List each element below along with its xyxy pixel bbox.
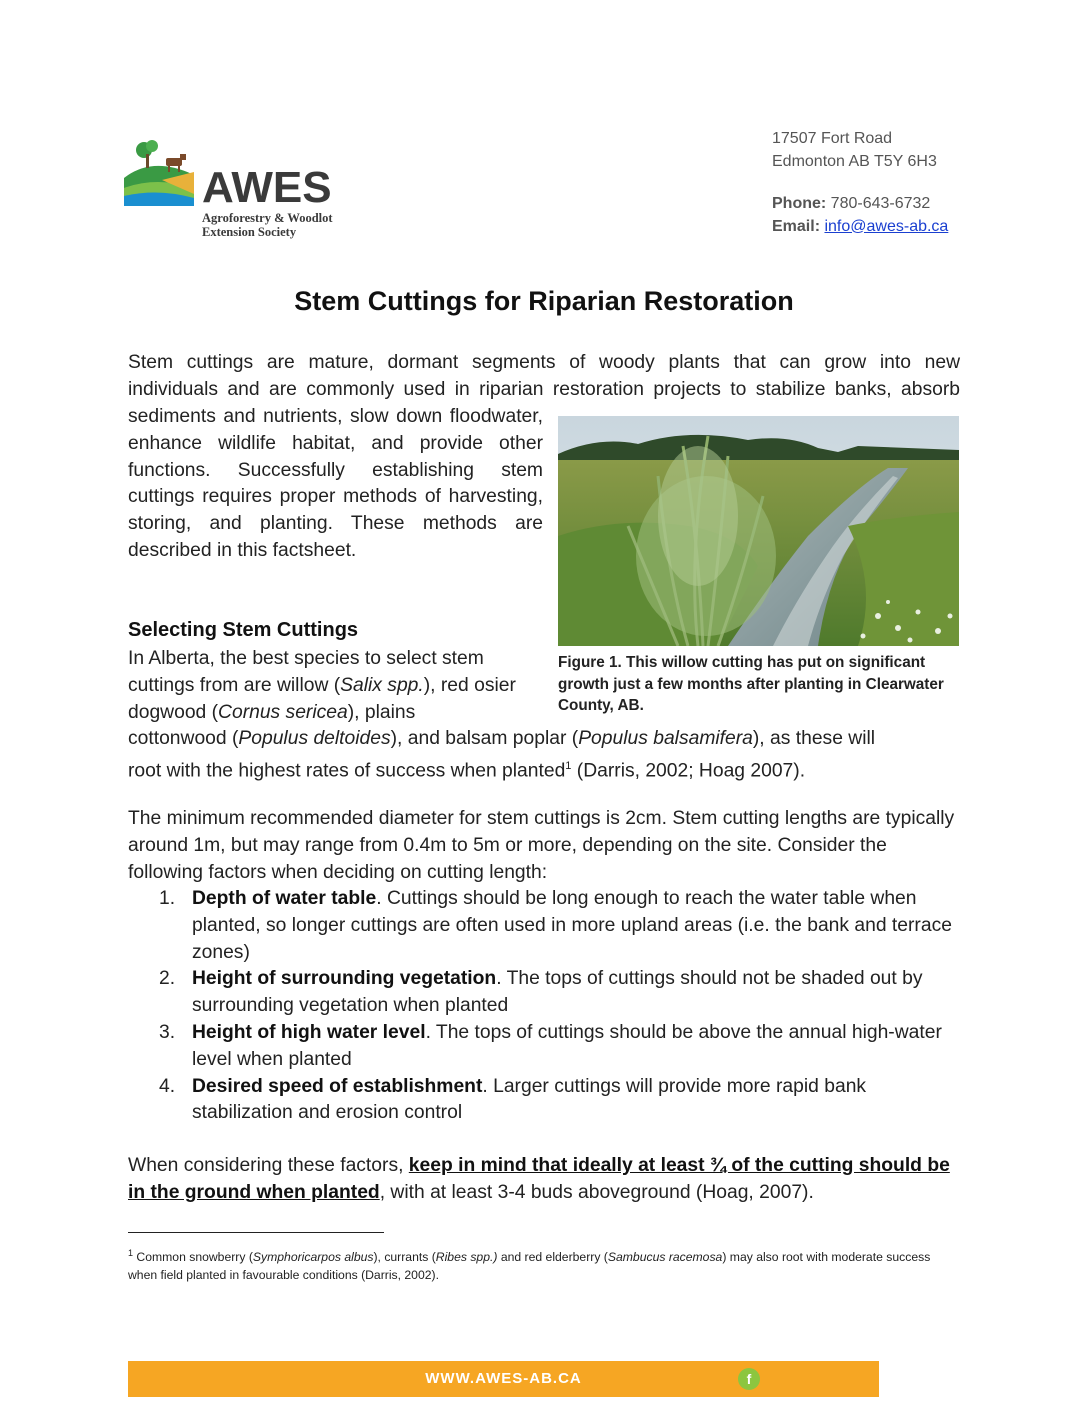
- awes-logo: [122, 136, 337, 244]
- footnote-reference: 1: [565, 759, 572, 772]
- footnote-species: Symphoricarpos albus: [252, 1250, 374, 1265]
- factor-text: . The tops of cuttings should not be shaded out by surrounding vegetation when planted: [192, 968, 923, 1017]
- closing-paragraph: [128, 1153, 960, 1207]
- list-number: 1.: [159, 888, 176, 909]
- footnote-text: Common snowberry (: [133, 1250, 253, 1265]
- species-text: root with the highest rates of success when planted: [128, 760, 566, 782]
- page-title: Stem Cuttings for Riparian Restoration: [294, 286, 794, 316]
- address-line-1: 17507 Fort Road: [772, 130, 893, 147]
- willow-cutting-photo: [558, 416, 959, 646]
- figure-caption: Figure 1. This willow cutting has put on significant growth just a few months after planting in Clearwater County, AB.: [558, 654, 944, 714]
- footnote-text: and red elderberry (: [497, 1250, 608, 1265]
- factor-title: Height of surrounding vegetation: [192, 968, 497, 990]
- footnote-species: Ribes spp.): [435, 1250, 498, 1265]
- factors-list: [128, 886, 960, 1127]
- list-number: 4.: [159, 1075, 176, 1097]
- list-item: [128, 886, 960, 966]
- species-text: ), and balsam poplar (: [390, 728, 579, 749]
- species-text: cottonwood (: [128, 728, 239, 749]
- phone-line: [772, 193, 948, 216]
- intro-rest: sediments and nutrients, slow down floodwater, enhance wildlife habitat, and provide other functions. Successfully establishing stem cuttings requires proper methods of harvesting, storing, and planting. These methods are described in this factsheet.: [128, 406, 543, 561]
- factor-title: Desired speed of establishment: [192, 1075, 483, 1097]
- species-text: ), plains: [347, 701, 416, 723]
- awes-logo-graphic: [122, 136, 337, 244]
- species-populus-balsamifera: Populus balsamifera: [578, 728, 753, 749]
- factor-text: . The tops of cuttings should be above the annual high-water level when planted: [192, 1021, 942, 1070]
- factor-title: Height of high water level: [192, 1021, 426, 1043]
- closing-text: When considering these factors,: [128, 1155, 409, 1176]
- contact-block: [772, 128, 948, 238]
- diameter-paragraph: The minimum recommended diameter for stem cuttings is 2cm. Stem cutting lengths are typically around 1m, but may range from 0.4m to 5m or more, depending on the site. Consider the following factors when deciding on cutting length:: [128, 808, 955, 883]
- list-number: 3.: [159, 1021, 176, 1043]
- closing-text: , with at least 3-4 buds aboveground (Hoag, 2007).: [379, 1181, 814, 1203]
- facebook-icon[interactable]: f: [738, 1368, 760, 1390]
- list-item: [128, 1020, 960, 1074]
- footer-website-link[interactable]: WWW.AWES-AB.CA: [425, 1370, 582, 1387]
- svg-text:AWES: AWES: [202, 163, 332, 212]
- footer-bar: [128, 1361, 879, 1397]
- svg-text:Extension Society: Extension Society: [202, 225, 297, 239]
- list-number: 2.: [159, 968, 176, 990]
- factor-text: . Larger cuttings will provide more rapid bank stabilization and erosion control: [192, 1075, 867, 1124]
- email-link[interactable]: info@awes-ab.ca: [824, 217, 949, 235]
- list-item: [128, 1074, 960, 1128]
- species-salix: Salix spp.: [340, 674, 424, 696]
- species-text: ), red osier dogwood (: [128, 674, 516, 723]
- footnote-text: ) may also root with moderate success when field planted in favourable conditions (Darris, 2002).: [128, 1250, 931, 1283]
- footnote-text: ), currants (: [373, 1250, 436, 1265]
- factor-text: . Cuttings should be long enough to reach the water table when planted, so longer cuttings are often used in more upland areas (i.e. the bank and terrace zones): [192, 888, 952, 963]
- species-text: (Darris, 2002; Hoag 2007).: [571, 760, 806, 782]
- footnote-species: Sambucus racemosa: [607, 1250, 723, 1265]
- phone-label: Phone:: [772, 195, 827, 212]
- phone-value: 780-643-6732: [830, 195, 931, 212]
- species-populus-deltoides: Populus deltoides: [238, 728, 391, 749]
- email-label: Email:: [772, 217, 821, 235]
- species-cornus: Cornus sericea: [218, 701, 348, 723]
- species-paragraph-top: [128, 646, 548, 726]
- list-item: [128, 966, 960, 1020]
- intro-line-1: Stem cuttings are mature, dormant segments of woody plants that can grow into new: [128, 352, 960, 373]
- footnote-number: 1: [128, 1248, 134, 1258]
- species-paragraph-bottom: [128, 726, 960, 785]
- species-text: In Alberta, the best species to select stem cuttings from are willow (: [128, 648, 484, 696]
- factor-title: Depth of water table: [192, 888, 377, 909]
- section-heading-selecting: Selecting Stem Cuttings: [128, 619, 359, 641]
- closing-emphasis: keep in mind that ideally at least ¾ of the cutting should be in the ground when planted: [128, 1155, 950, 1203]
- svg-text:Agroforestry & Woodlot: Agroforestry & Woodlot: [202, 211, 333, 225]
- footnote: [128, 1244, 948, 1284]
- footnote-divider: [128, 1232, 384, 1233]
- intro-line-2: individuals and are commonly used in riparian restoration projects to stabilize banks, absorb: [128, 379, 960, 400]
- species-text: ), as these will: [752, 728, 876, 749]
- address-line-2: Edmonton AB T5Y 6H3: [772, 152, 937, 170]
- email-line: [772, 216, 948, 239]
